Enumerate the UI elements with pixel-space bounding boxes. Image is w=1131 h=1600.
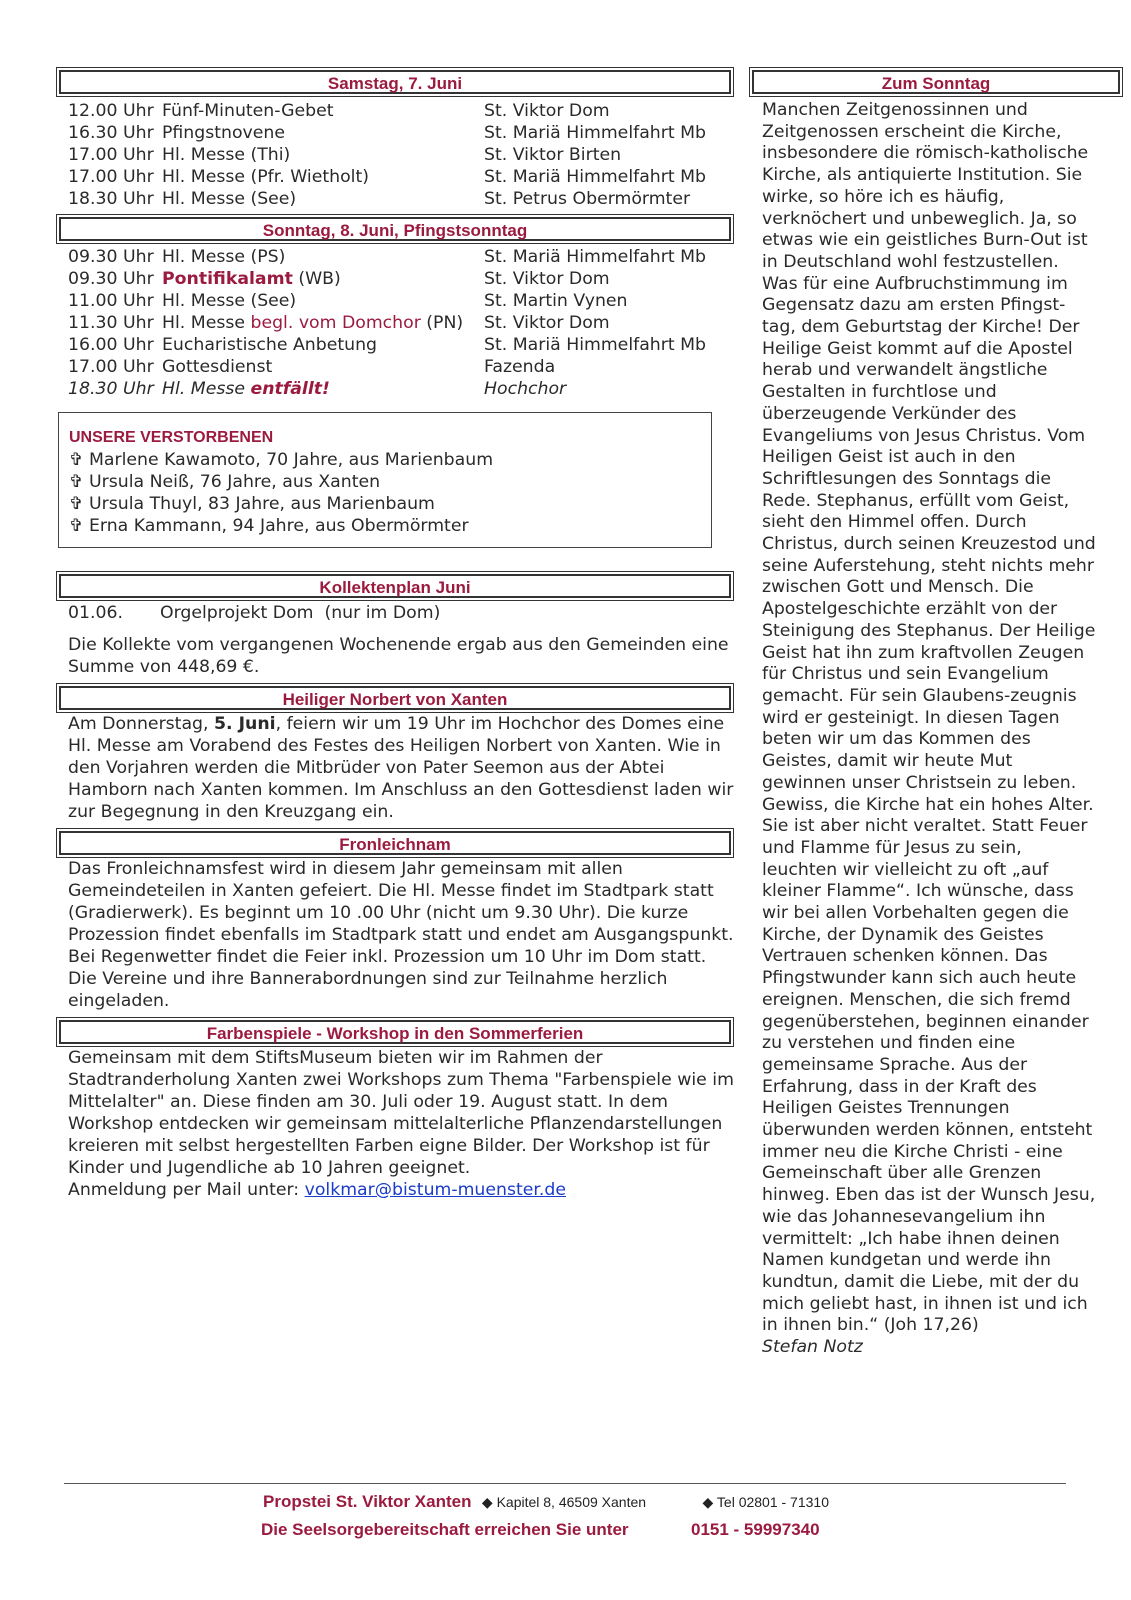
schedule-row [68,246,734,268]
schedule-event: Gottesdienst [162,357,273,377]
deceased-name: Marlene Kawamoto, 70 Jahre, aus Marienbaum [88,450,494,470]
schedule-time: 11.30 Uhr [68,313,154,333]
schedule-event: Fünf-Minuten-Gebet [162,101,334,121]
cross-icon: ✞ [69,472,84,492]
schedule-event: Hl. Messe (Thi) [162,145,291,165]
zum-sonntag-heading: Zum Sonntag [752,70,1120,94]
fronleichnam-section [68,858,734,1012]
schedule-event: Hl. Messe (See) [162,189,297,209]
footer-address: ◆ Kapitel 8, 46509 Xanten [481,1494,647,1510]
schedule-place: St. Viktor Dom [484,101,610,121]
footer-reach-text: Die Seelsorgebereitschaft erreichen Sie unter [261,1520,629,1539]
schedule-time: 18.30 Uhr [68,379,154,399]
schedule-row [68,144,734,166]
kollekte-heading: Kollektenplan Juni [59,574,731,598]
deceased-entry [69,493,701,515]
author: Stefan Notz [762,1337,863,1358]
schedule-row [68,166,734,188]
schedule-row [68,290,734,312]
zum-sonntag-text: Manchen Zeitgenossinnen und Zeitgenossen erscheint die Kirche, insbesondere die römisch-katholische Kirche, als antiquierte Institution. Sie wirke, so höre ich es häufig, verknöchert und unbeweglich. Ja, so etwas wie ein geistliches Burn-Out ist in Deutschland wohl festzustellen. Was für eine Aufbruchstimmung im Gegensatz dazu am ersten Pfingst-tag, dem Geburtstag der Kirche! Der Heilige Geist kommt auf die Apostel herab und verwandelt ängstliche Gestalten in furchtlose und überzeugende Verkünder des Evangeliums von Jesus Christus. Vom Heiligen Geist ist auch in den Schriftlesungen des Sonntags die Rede. Stephanus, erfüllt vom Geist, sieht den Himmel offen. Durch Christus, durch seinen Kreuzestod und seine Auferstehung, steht nichts mehr zwischen Gott und Mensch. Die Apostelgeschichte erzählt von der Steinigung des Stephanus. Der Heilige Geist hat ihn zum kraftvollen Zeugen für Christus und sein Evangelium gemacht. Für sein Glaubens-zeugnis wird er gesteinigt. In diesen Tagen beten wir um das Kommen des Geistes, damit wir heute Mut gewinnen unser Christsein zu leben. Gewiss, die Kirche hat ein hohes Alter. Sie ist aber nicht veraltet. Statt Feuer und Flamme für Jesus zu sein, leuchten wir vielleicht zu oft „auf kleiner Flamme“. Ich wünsche, dass wir bei allen Vorbehalten gegen die Kirche, der Dynamik des Geistes Vertrauen schenken können. Das Pfingstwunder kann sich auch heute ereignen. Menschen, die sich fremd gegenüberstehen, beginnen einander zu verstehen und finden eine gemeinsame Sprache. Aus der Erfahrung, dass in der Kraft des Heiligen Geistes Trennungen überwunden werden können, entsteht immer neu die Kirche Christi - eine Gemeinschaft über alle Grenzen hinweg. Eben das ist der Wunsch Jesu, wie das Johannesevangelium ihn vermittelt: „Ich habe ihnen deinen Namen kundgetan und werde ihn kundtun, damit die Liebe, mit der du mich geliebt hast, in ihnen ist und ich in ihnen bin.“ (Joh 17,26) [762,100,1096,1336]
schedule-time: 09.30 Uhr [68,247,154,267]
schedule-event [162,312,484,334]
deceased-box [58,412,712,548]
schedule-event: Hl. Messe (Pfr. Wietholt) [162,167,369,187]
schedule-event [162,268,484,290]
schedule-time: 11.00 Uhr [68,291,154,311]
fronleichnam-text: Das Fronleichnamsfest wird in diesem Jahr gemeinsam mit allen Gemeindeteilen in Xanten gefeiert. Die Hl. Messe findet im Stadtpark statt (Gradierwerk). Es beginnt um 10 .00 Uhr (nicht um 9.30 Uhr). Die kurze Prozession findet ebenfalls im Stadtpark statt und endet am Ausgangspunkt. Bei Regenwetter findet die Feier inkl. Prozession um 10 Uhr im Dom statt. Die Vereine und ihre Bannerabordnungen sind zur Teilnahme herzlich eingeladen. [68,859,734,1011]
schedule-event: Pfingstnovene [162,123,285,143]
schedule-place: St. Viktor Birten [484,145,622,165]
schedule-place: St. Mariä Himmelfahrt Mb [484,335,706,355]
event-rest: (WB) [292,269,341,289]
farbenspiele-signup [68,1179,734,1201]
signup-label: Anmeldung per Mail unter: [68,1180,305,1200]
farbenspiele-text: Gemeinsam mit dem StiftsMuseum bieten wir im Rahmen der Stadtranderholung Xanten zwei Workshops zum Thema "Farbenspiele wie im Mittelalter" an. Diese finden am 30. Juli oder 19. August statt. In dem Workshop entdecken wir gemeinsam mittelalterliche Pflanzendarstellungen kreieren mit selbst hergestellten Farben eigne Bilder. Der Workshop ist für Kinder und Jugendliche ab 10 Jahren geeignet. [68,1048,734,1178]
footer-divider [64,1483,1066,1484]
kollekte-section [68,602,734,678]
norbert-pre: Am Donnerstag, [68,714,214,734]
event-highlight: entfällt! [250,379,330,399]
schedule-place: St. Viktor Dom [484,313,610,333]
schedule-place: St. Petrus Obermörmter [484,189,691,209]
kollekte-item: Orgelprojekt Dom (nur im Dom) [160,603,441,623]
event-rest: (PN) [420,313,464,333]
schedule-row [68,268,734,290]
event-pre: Hl. Messe [162,379,251,399]
schedule-time: 16.30 Uhr [68,123,154,143]
kollekte-row [68,602,734,624]
deceased-title: UNSERE VERSTORBENEN [69,429,274,446]
schedule-time: 16.00 Uhr [68,335,154,355]
farbenspiele-heading: Farbenspiele - Workshop in den Sommerferien [59,1020,731,1044]
schedule-place: Hochchor [484,379,567,399]
norbert-date: 5. Juni [214,714,276,734]
schedule-time: 17.00 Uhr [68,145,154,165]
schedule-place: St. Martin Vynen [484,291,628,311]
schedule-event: Hl. Messe (See) [162,291,297,311]
deceased-entry [69,471,701,493]
schedule-time: 17.00 Uhr [68,167,154,187]
left-column [56,67,734,1201]
norbert-post: , feiern wir um 19 Uhr im Hochchor des Domes eine Hl. Messe am Vorabend des Festes des Heiligen Norbert von Xanten. Wie in den Vorjahren werden die Mitbrüder von Pater Seemon aus der Abtei Hamborn nach Xanten kommen. Im Anschluss an den Gottesdienst laden wir zur Begegnung in den Kreuzgang ein. [68,714,734,822]
norbert-heading: Heiliger Norbert von Xanten [59,686,731,710]
cross-icon: ✞ [69,450,84,470]
saturday-schedule [68,100,734,210]
schedule-place: St. Mariä Himmelfahrt Mb [484,167,706,187]
schedule-row [68,188,734,210]
event-highlight: Pontifikalamt [162,269,293,289]
sunday-schedule [68,246,734,400]
schedule-row [68,100,734,122]
schedule-time: 17.00 Uhr [68,357,154,377]
schedule-place: St. Mariä Himmelfahrt Mb [484,247,706,267]
fronleichnam-heading: Fronleichnam [59,831,731,855]
schedule-event [162,378,484,400]
schedule-row [68,334,734,356]
schedule-event: Hl. Messe (PS) [162,247,286,267]
cross-icon: ✞ [69,516,84,536]
email-link[interactable]: volkmar@bistum-muenster.de [304,1180,566,1200]
footer-emergency-row [261,1520,820,1540]
farbenspiele-section [68,1047,734,1201]
deceased-name: Erna Kammann, 94 Jahre, aus Obermörmter [88,516,469,536]
deceased-entry [69,515,701,537]
schedule-row [68,312,734,334]
right-column [762,67,1098,1359]
cross-icon: ✞ [69,494,84,514]
schedule-place: St. Viktor Dom [484,269,610,289]
event-pre: Hl. Messe [162,313,251,333]
schedule-place: St. Mariä Himmelfahrt Mb [484,123,706,143]
footer-parish-name: Propstei St. Viktor Xanten [263,1492,472,1511]
norbert-section [68,713,734,823]
saturday-heading: Samstag, 7. Juni [59,70,731,94]
sunday-heading: Sonntag, 8. Juni, Pfingstsonntag [59,217,731,241]
kollekte-date: 01.06. [68,603,123,623]
schedule-row-cancelled [68,378,734,400]
event-highlight: begl. vom Domchor [250,313,421,333]
deceased-name: Ursula Neiß, 76 Jahre, aus Xanten [88,472,381,492]
schedule-place: Fazenda [484,357,556,377]
norbert-text [68,713,734,823]
kollekte-result: Die Kollekte vom vergangenen Wochenende ergab aus den Gemeinden eine Summe von 448,69 €. [68,635,729,677]
footer-tel: ◆ Tel 02801 - 71310 [702,1494,829,1510]
zum-sonntag-section [762,100,1098,1359]
schedule-time: 18.30 Uhr [68,189,154,209]
footer-phone: 0151 - 59997340 [691,1520,820,1539]
footer-address-row [263,1492,829,1516]
deceased-entry [69,449,701,471]
schedule-time: 09.30 Uhr [68,269,154,289]
schedule-row [68,356,734,378]
schedule-row [68,122,734,144]
schedule-event: Eucharistische Anbetung [162,335,378,355]
deceased-name: Ursula Thuyl, 83 Jahre, aus Marienbaum [88,494,435,514]
schedule-time: 12.00 Uhr [68,101,154,121]
